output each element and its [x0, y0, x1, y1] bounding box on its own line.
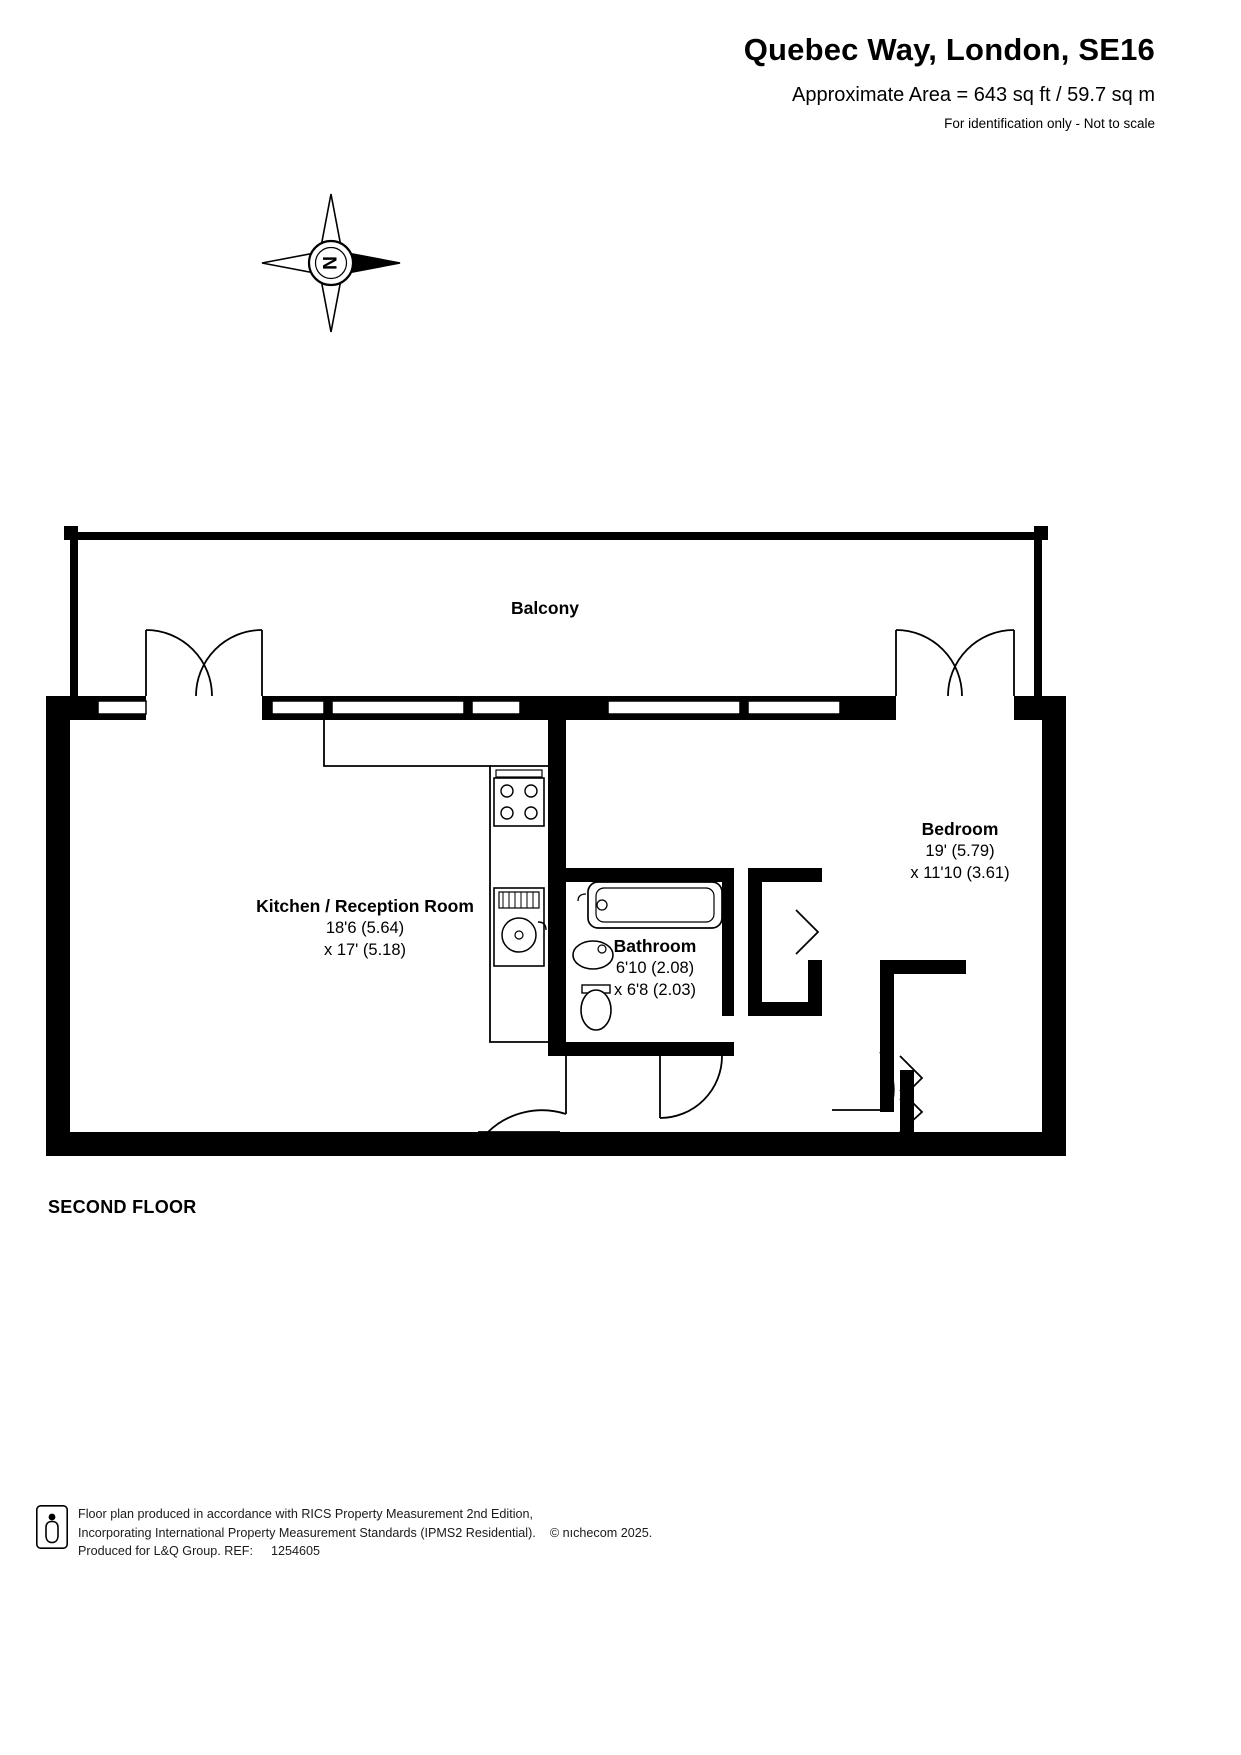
footer [36, 1505, 652, 1561]
footer-line-2-wrap [78, 1524, 652, 1543]
room-dim1-kitchen: 18'6 (5.64) [325, 919, 405, 938]
footer-line-2: Incorporating International Property Measurement Standards (IPMS2 Residential). [78, 1525, 536, 1540]
cupboard-door-a [796, 910, 818, 954]
page-title: Quebec Way, London, SE16 [743, 32, 1155, 67]
room-name-bathroom: Bathroom [613, 936, 697, 956]
footer-line-3-wrap [78, 1542, 652, 1561]
bathtub-icon [578, 882, 722, 928]
hob-icon [494, 770, 544, 826]
room-name-kitchen: Kitchen / Reception Room [256, 896, 474, 916]
approximate-area: Approximate Area = 643 sq ft / 59.7 sq m [792, 84, 1155, 106]
door-hall-to-living [478, 1056, 566, 1132]
footer-text [78, 1505, 652, 1561]
room-label-bedroom [800, 818, 1120, 885]
room-name-bedroom: Bedroom [921, 819, 999, 839]
room-label-balcony [440, 597, 650, 620]
balcony-door-left [146, 630, 262, 696]
balcony-door-right [896, 630, 1014, 696]
room-dim2-bedroom: x 11'10 (3.61) [910, 863, 1010, 882]
accessibility-icon [36, 1505, 68, 1549]
compass-icon [258, 190, 404, 336]
room-dim1-bathroom: 6'10 (2.08) [615, 959, 695, 978]
room-name-balcony: Balcony [510, 598, 580, 618]
footer-line-1: Floor plan produced in accordance with RICS Property Measurement 2nd Edition, [78, 1507, 534, 1521]
room-dim2-kitchen: x 17' (5.18) [323, 940, 407, 959]
room-dim2-bathroom: x 6'8 (2.03) [613, 980, 697, 999]
footer-ref: 1254605 [271, 1544, 321, 1559]
compass-rose [258, 190, 404, 336]
plan-header [744, 32, 1155, 131]
compass-north-label: N [318, 256, 339, 270]
room-label-bathroom [560, 935, 750, 1002]
scale-disclaimer: For identification only - Not to scale [944, 116, 1155, 131]
footer-copyright: © nıchecom 2025. [549, 1525, 653, 1540]
floor-level-label: SECOND FLOOR [48, 1197, 197, 1217]
room-label-kitchen [170, 895, 560, 962]
kitchen-counter [324, 720, 548, 1042]
room-dim1-bedroom: 19' (5.79) [925, 842, 995, 861]
footer-line-3: Produced for L&Q Group. REF: [78, 1544, 253, 1559]
door-bathroom [660, 1056, 722, 1118]
